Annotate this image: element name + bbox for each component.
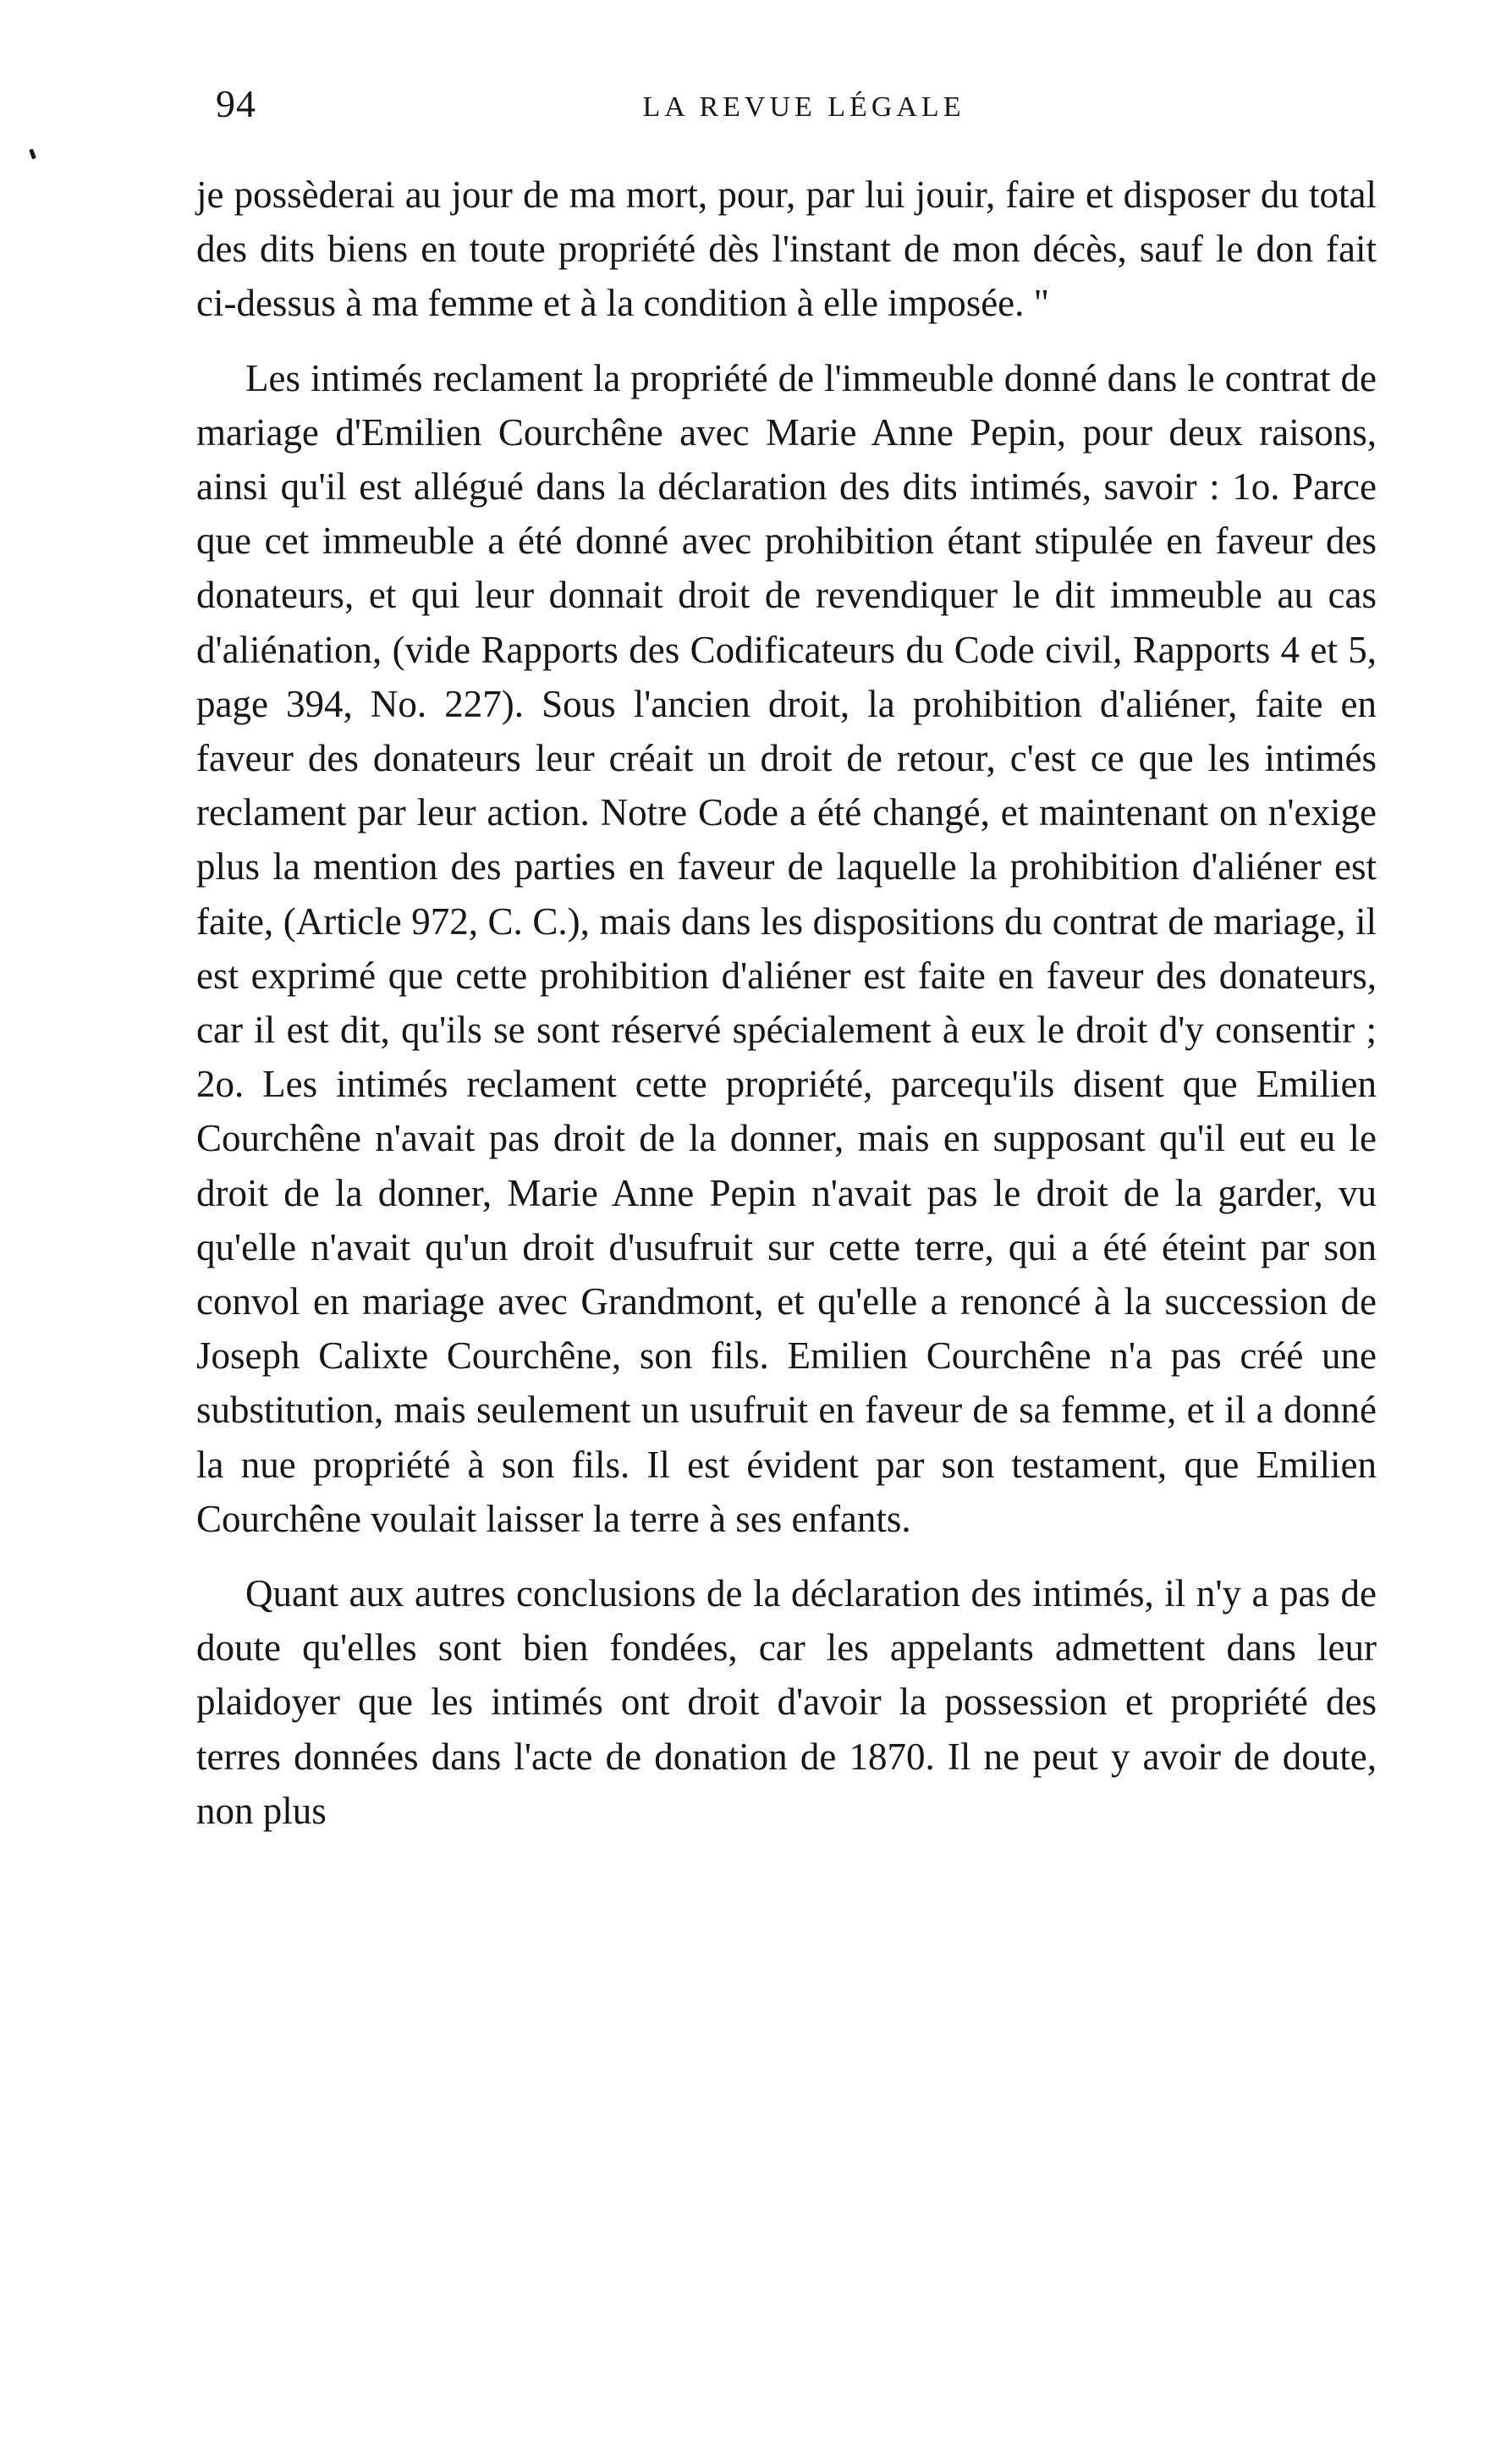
ink-speck [29, 149, 36, 160]
page-header [212, 78, 1379, 137]
paragraph-2: Les intimés reclament la propriété de l'immeuble donné dans le contrat de mariage d'Emilien Courchêne avec Marie Anne Pepin, pour deux raisons, ainsi qu'il est allégué dans la déclaration des dits intimés, savoir : 1o. Parce que cet immeuble a été donné avec prohibition étant stipulée en faveur des donateurs, et qui leur donnait droit de revendiquer le dit immeuble au cas d'aliénation, (vide Rapports des Codificateurs du Code civil, Rapports 4 et 5, page 394, No. 227). Sous l'ancien droit, la prohibition d'aliéner, faite en faveur des donateurs leur créait un droit de retour, c'est ce que les intimés reclament par leur action. Notre Code a été changé, et maintenant on n'exige plus la mention des parties en faveur de laquelle la prohibition d'aliéner est faite, (Article 972, C. C.), mais dans les dispositions du contrat de mariage, il est exprimé que cette prohibition d'aliéner est faite en faveur des donateurs, car il est dit, qu'ils se sont réservé spécialement à eux le droit d'y consentir ; 2o. Les intimés reclament cette propriété, parcequ'ils disent que Emilien Courchêne n'avait pas droit de la donner, mais en supposant qu'il eut eu le droit de la donner, Marie Anne Pepin n'avait pas le droit de la garder, vu qu'elle n'avait qu'un droit d'usufruit sur cette terre, qui a été éteint par son convol en mariage avec Grandmont, et qu'elle a renoncé à la succession de Joseph Calixte Courchêne, son fils. Emilien Courchêne n'a pas créé une substitution, mais seulement un usufruit en faveur de sa femme, et il a donné la nue propriété à son fils. Il est évident par son testament, que Emilien Courchêne voulait laisser la terre à ses enfants. [196, 356, 1377, 1540]
body-text [196, 168, 1377, 1838]
paragraph-continuation: je possèderai au jour de ma mort, pour, par lui jouir, faire et disposer du total des dits biens en toute propriété dès l'instant de mon décès, sauf le don fait ci-dessus à ma femme et à la condition à elle imposée. " [196, 173, 1377, 325]
paragraph-3: Quant aux autres conclusions de la déclaration des intimés, il n'y a pas de doute qu'elles sont bien fondées, car les appelants admettent dans leur plaidoyer que les intimés ont droit d'avoir la possession et propriété des terres données dans l'acte de donation de 1870. Il ne peut y avoir de doute, non plus [196, 1572, 1377, 1832]
running-title: LA REVUE LÉGALE [642, 91, 965, 123]
page-number: 94 [216, 82, 256, 125]
